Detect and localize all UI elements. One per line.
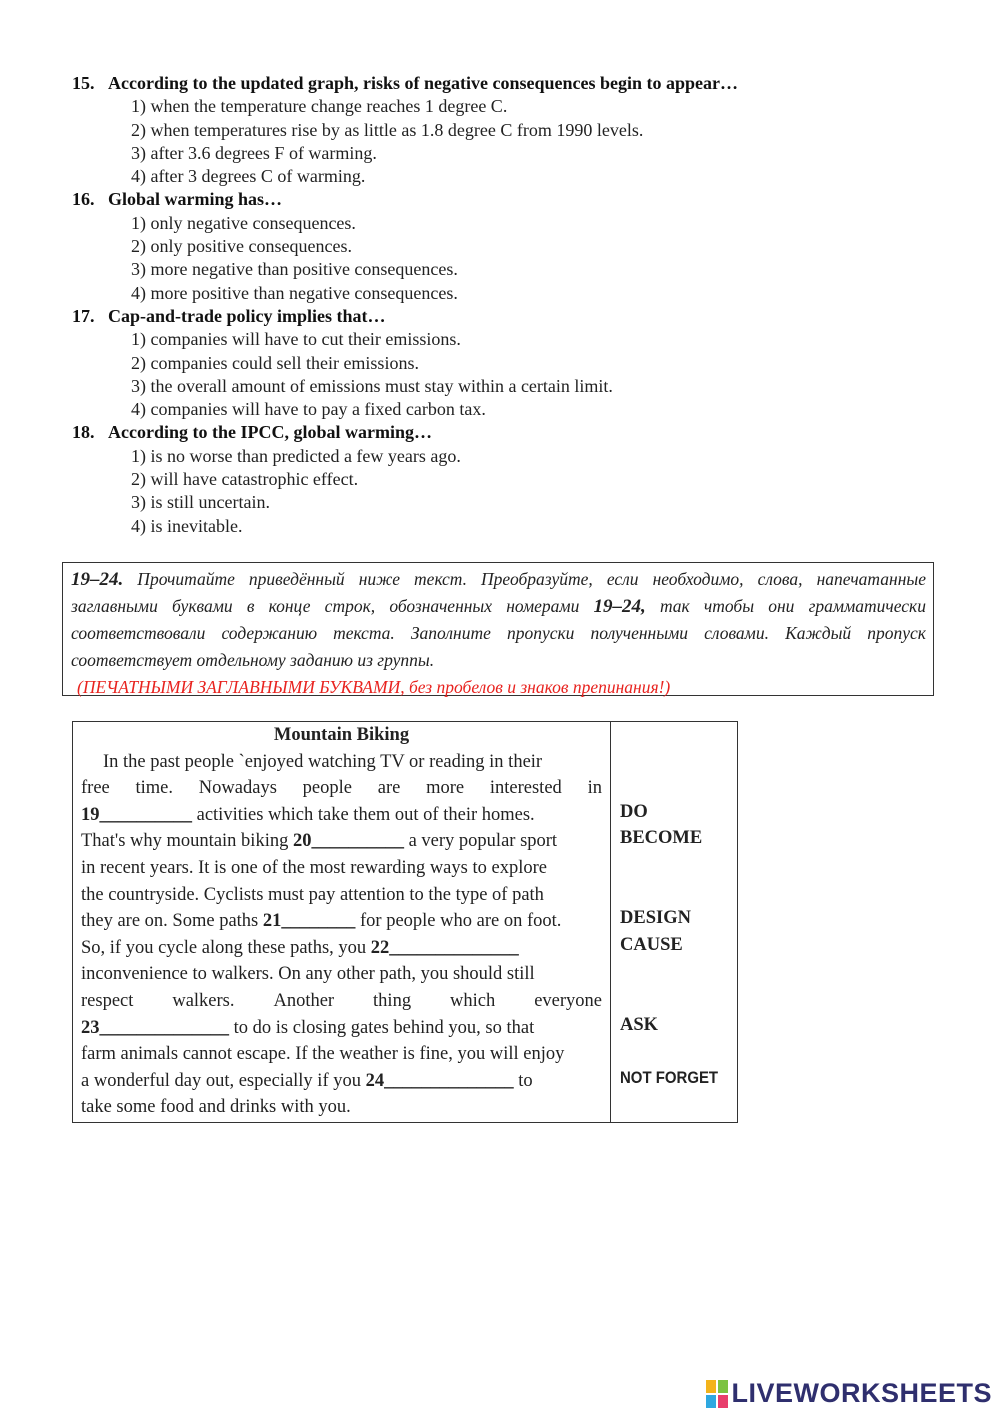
passage-line: So, if you cycle along these paths, you 22______________: [81, 935, 602, 962]
question-title: [72, 305, 952, 328]
keyword-23: ASK: [620, 1015, 659, 1035]
passage-line: free time. Nowadays people are more interested in: [81, 778, 602, 799]
question-text: Global warming has…: [108, 189, 283, 210]
question-number: 18.: [72, 422, 95, 443]
option[interactable]: 4) is inevitable.: [131, 515, 243, 536]
option[interactable]: 4) after 3 degrees C of warming.: [131, 166, 366, 187]
passage-line: in recent years. It is one of the most rewarding ways to explore: [81, 857, 547, 878]
passage-line: In the past people `enjoyed watching TV or reading in their: [103, 751, 543, 772]
option[interactable]: 2) only positive consequences.: [131, 236, 352, 257]
keyword-21: DESIGN: [620, 908, 691, 928]
option[interactable]: 1) when the temperature change reaches 1 degree C.: [131, 96, 508, 117]
gap-24[interactable]: 24______________: [365, 1070, 514, 1091]
question-title: [72, 421, 952, 444]
question-number: 15.: [72, 73, 95, 93]
question-text: According to the IPCC, global warming…: [108, 422, 432, 443]
question-18: [72, 421, 952, 537]
passage-line: 23______________ to do is closing gates behind you, so that: [81, 1015, 602, 1042]
gap-19[interactable]: 19__________: [81, 804, 192, 825]
gap-21[interactable]: 21________: [262, 911, 356, 932]
question-number: 16.: [72, 189, 95, 210]
instruction-text: так чтобы они грамматически соответствовали содержанию текста. Заполните пропуски полученными словами. Каждый пропуск соответствует отдельному заданию из группы.: [71, 596, 926, 670]
option[interactable]: 3) after 3.6 degrees F of warming.: [131, 142, 377, 163]
logo-square: [718, 1380, 728, 1393]
passage-table: [72, 721, 738, 1123]
question-number: 17.: [72, 305, 95, 326]
keywords-column: [611, 722, 737, 1122]
option[interactable]: 2) when temperatures rise by as little as 1.8 degree C from 1990 levels.: [131, 119, 644, 140]
passage-line: they are on. Some paths 21________ for people who are on foot.: [81, 908, 602, 935]
passage-line: the countryside. Cyclists must pay attention to the type of path: [81, 884, 544, 905]
question-16: [72, 188, 952, 304]
option[interactable]: 1) only negative consequences.: [131, 212, 356, 233]
passage-line: respect walkers. Another thing which everyone: [81, 990, 602, 1011]
passage-line: That's why mountain biking 20__________ a very popular sport: [81, 828, 602, 855]
gap-23[interactable]: 23______________: [81, 1017, 229, 1038]
option[interactable]: 3) the overall amount of emissions must stay within a certain limit.: [131, 375, 613, 396]
option[interactable]: 2) will have catastrophic effect.: [131, 469, 359, 490]
option[interactable]: 4) more positive than negative consequences.: [131, 282, 458, 303]
question-17: [72, 305, 952, 421]
task-range: 19–24.: [71, 569, 124, 590]
instruction-warning: (ПЕЧАТНЫМИ ЗАГЛАВНЫМИ БУКВАМИ, без пробелов и знаков препинания!): [77, 677, 671, 697]
logo-square: [706, 1395, 716, 1408]
keyword-20: BECOME: [620, 828, 703, 848]
keyword-19: DO: [620, 802, 648, 822]
instruction-text: Прочитайте приведённый ниже текст. Преобразуйте, если необходимо, слова, напечатанные заглавными буквами в конце строк, обозначенных номерами: [71, 569, 926, 616]
logo-square: [706, 1380, 716, 1393]
gap-20[interactable]: 20__________: [292, 831, 404, 852]
option[interactable]: 3) more negative than positive consequences.: [131, 259, 458, 280]
gap-22[interactable]: 22______________: [370, 937, 519, 958]
passage-line: inconvenience to walkers. On any other path, you should still: [81, 964, 535, 985]
passage-line: farm animals cannot escape. If the weather is fine, you will enjoy: [81, 1044, 565, 1065]
keyword-22: CAUSE: [620, 935, 683, 955]
question-text: Cap-and-trade policy implies that…: [108, 305, 386, 326]
passage-line: a wonderful day out, especially if you 24______________ to: [81, 1068, 602, 1095]
passage-line: take some food and drinks with you.: [81, 1097, 351, 1118]
option[interactable]: 3) is still uncertain.: [131, 492, 270, 513]
task-range: 19–24,: [593, 596, 646, 617]
option[interactable]: 2) companies could sell their emissions.: [131, 352, 419, 373]
task-instruction-box: [62, 562, 934, 696]
passage-text: [73, 722, 611, 1122]
logo-text: LIVEWORKSHEETS: [731, 1378, 992, 1408]
logo-icon: [706, 1380, 728, 1408]
question-text: According to the updated graph, risks of negative consequences begin to appear…: [108, 73, 739, 93]
option[interactable]: 1) companies will have to cut their emissions.: [131, 329, 461, 350]
questions-section: [72, 72, 952, 538]
passage-line: 19__________ activities which take them out of their homes.: [81, 802, 602, 829]
option[interactable]: 1) is no worse than predicted a few years ago.: [131, 445, 461, 466]
keyword-24: NOT FORGET: [620, 1068, 719, 1087]
passage-title: Mountain Biking: [273, 725, 410, 745]
question-15: [72, 72, 952, 188]
question-title: [72, 188, 952, 211]
question-title: [72, 72, 952, 95]
liveworksheets-logo: [706, 1378, 992, 1409]
logo-square: [718, 1395, 728, 1408]
option[interactable]: 4) companies will have to pay a fixed carbon tax.: [131, 399, 486, 420]
